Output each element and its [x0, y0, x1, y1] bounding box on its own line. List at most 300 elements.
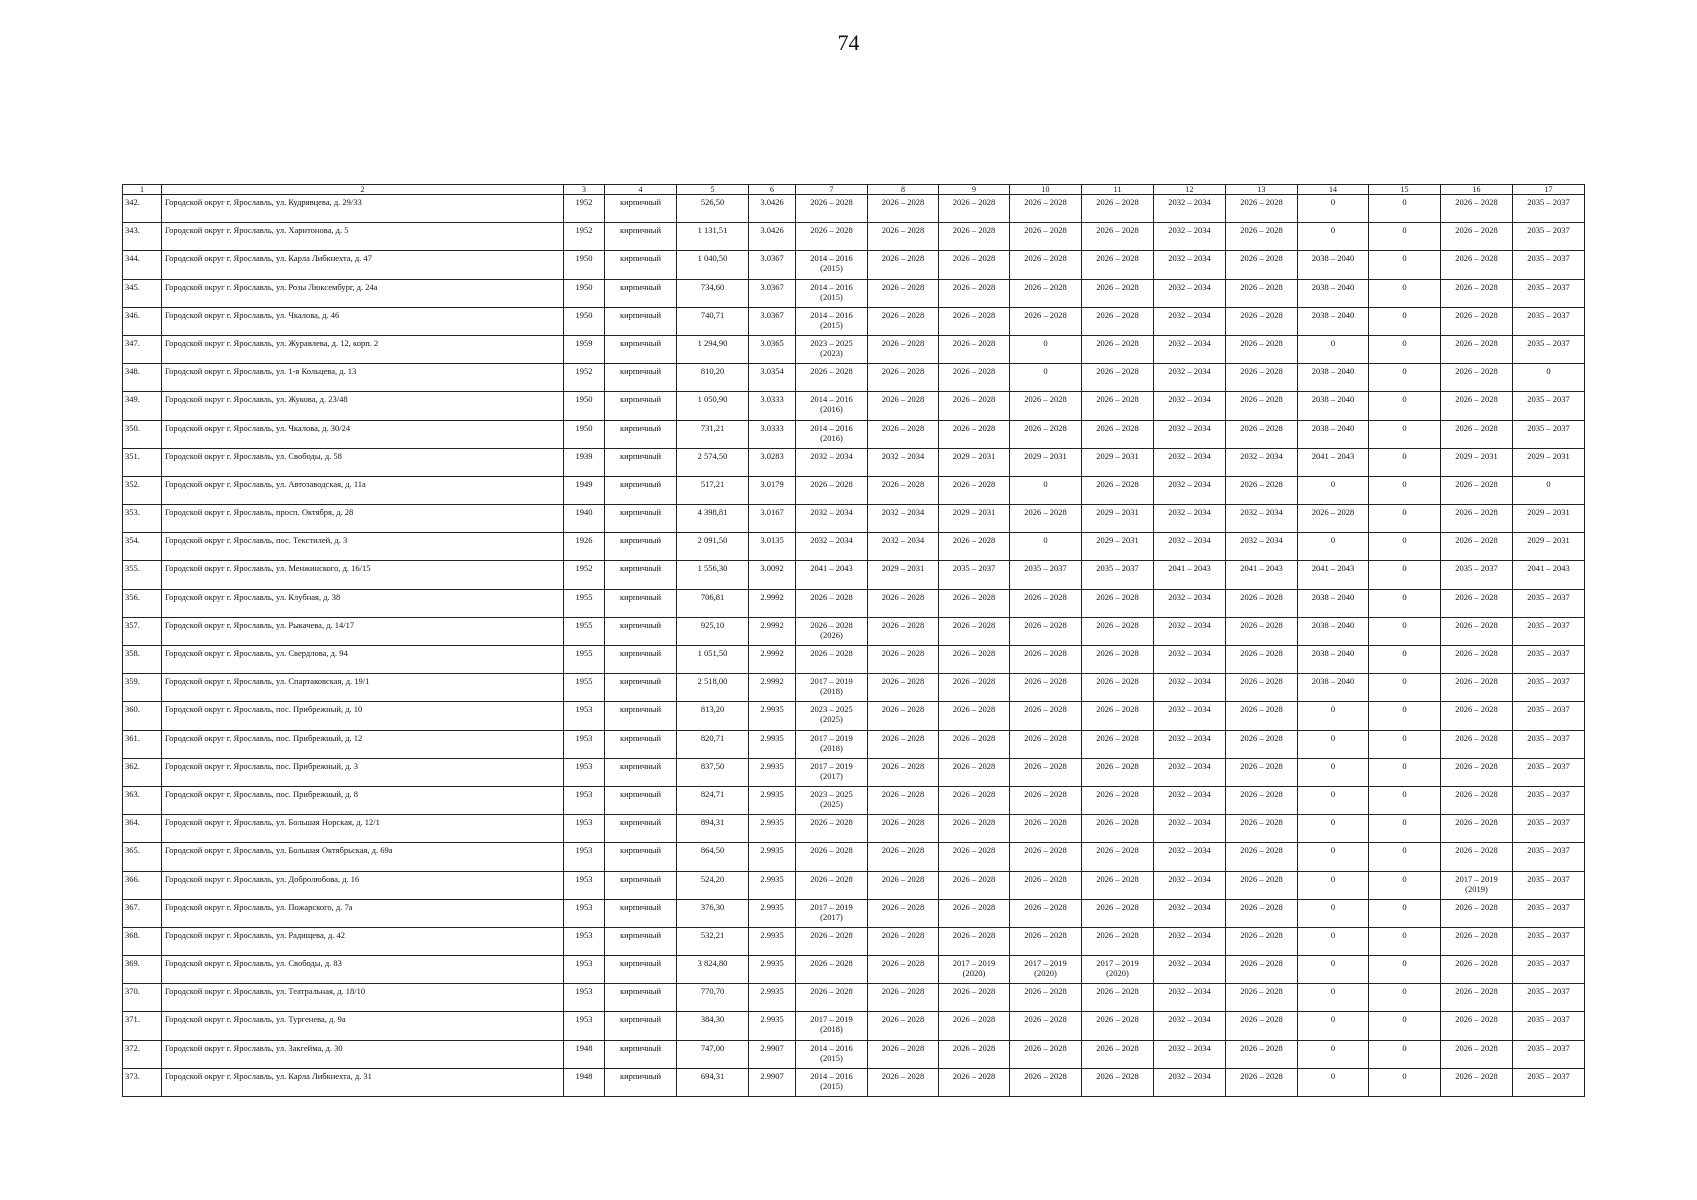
total-area-cell: 864,50	[677, 843, 749, 871]
period-col-15-cell: 0	[1369, 195, 1441, 223]
period-col-13-cell: 2026 – 2028	[1226, 730, 1298, 758]
period-col-7-cell: 2014 – 2016 (2015)	[796, 251, 868, 279]
total-area-cell: 747,00	[677, 1040, 749, 1068]
wall-material-cell: кирпичный	[605, 646, 677, 674]
table-row	[123, 505, 1585, 533]
period-col-12-cell: 2032 – 2034	[1154, 476, 1226, 504]
period-col-16-cell: 2026 – 2028	[1441, 420, 1513, 448]
period-col-11-cell: 2026 – 2028	[1082, 392, 1154, 420]
period-col-16-cell: 2026 – 2028	[1441, 505, 1513, 533]
table-row	[123, 646, 1585, 674]
period-col-11-cell: 2026 – 2028	[1082, 730, 1154, 758]
total-area-cell: 824,71	[677, 786, 749, 814]
period-col-17-cell: 2035 – 2037	[1513, 927, 1585, 955]
address-cell: Городской округ г. Ярославль, пос. Прибрежный, д. 10	[162, 702, 564, 730]
period-col-8-cell: 2026 – 2028	[868, 335, 939, 363]
total-area-cell: 694,31	[677, 1068, 749, 1096]
period-col-16-cell: 2026 – 2028	[1441, 730, 1513, 758]
wall-material-cell: кирпичный	[605, 927, 677, 955]
year-built-cell: 1948	[564, 1068, 605, 1096]
year-built-cell: 1926	[564, 533, 605, 561]
column-number-header: 14	[1298, 185, 1369, 195]
period-col-11-cell: 2026 – 2028	[1082, 1068, 1154, 1096]
total-area-cell: 734,60	[677, 279, 749, 307]
priority-score-cell: 2.9992	[749, 589, 796, 617]
address-cell: Городской округ г. Ярославль, пос. Текстилей, д. 3	[162, 533, 564, 561]
period-col-8-cell: 2026 – 2028	[868, 1068, 939, 1096]
address-cell: Городской округ г. Ярославль, ул. Кудрявцева, д. 29/33	[162, 195, 564, 223]
priority-score-cell: 3.0426	[749, 223, 796, 251]
wall-material-cell: кирпичный	[605, 617, 677, 645]
column-number-header: 16	[1441, 185, 1513, 195]
period-col-16-cell: 2026 – 2028	[1441, 617, 1513, 645]
priority-score-cell: 3.0167	[749, 505, 796, 533]
wall-material-cell: кирпичный	[605, 448, 677, 476]
period-col-8-cell: 2026 – 2028	[868, 956, 939, 984]
period-col-16-cell: 2026 – 2028	[1441, 674, 1513, 702]
period-col-16-cell: 2026 – 2028	[1441, 899, 1513, 927]
period-col-17-cell: 0	[1513, 476, 1585, 504]
column-number-header: 6	[749, 185, 796, 195]
period-col-13-cell: 2026 – 2028	[1226, 956, 1298, 984]
priority-score-cell: 3.0333	[749, 420, 796, 448]
period-col-7-cell: 2026 – 2028	[796, 223, 868, 251]
row-number-cell: 366.	[123, 871, 162, 899]
wall-material-cell: кирпичный	[605, 1012, 677, 1040]
year-built-cell: 1953	[564, 899, 605, 927]
total-area-cell: 532,21	[677, 927, 749, 955]
period-col-8-cell: 2026 – 2028	[868, 646, 939, 674]
address-cell: Городской округ г. Ярославль, пос. Прибрежный, д. 8	[162, 786, 564, 814]
period-col-8-cell: 2029 – 2031	[868, 561, 939, 589]
priority-score-cell: 3.0092	[749, 561, 796, 589]
wall-material-cell: кирпичный	[605, 364, 677, 392]
total-area-cell: 1 040,50	[677, 251, 749, 279]
period-col-9-cell: 2026 – 2028	[939, 899, 1010, 927]
row-number-cell: 356.	[123, 589, 162, 617]
period-col-12-cell: 2032 – 2034	[1154, 364, 1226, 392]
period-col-12-cell: 2032 – 2034	[1154, 505, 1226, 533]
period-col-10-cell: 2026 – 2028	[1010, 589, 1082, 617]
period-col-8-cell: 2026 – 2028	[868, 1040, 939, 1068]
priority-score-cell: 2.9907	[749, 1040, 796, 1068]
row-number-cell: 346.	[123, 307, 162, 335]
period-col-11-cell: 2026 – 2028	[1082, 420, 1154, 448]
period-col-14-cell: 2041 – 2043	[1298, 561, 1369, 589]
priority-score-cell: 2.9935	[749, 1012, 796, 1040]
table-row	[123, 730, 1585, 758]
period-col-7-cell: 2026 – 2028	[796, 195, 868, 223]
period-col-7-cell: 2026 – 2028	[796, 871, 868, 899]
period-col-9-cell: 2026 – 2028	[939, 279, 1010, 307]
period-col-17-cell: 2035 – 2037	[1513, 420, 1585, 448]
period-col-11-cell: 2026 – 2028	[1082, 786, 1154, 814]
period-col-14-cell: 2038 – 2040	[1298, 364, 1369, 392]
period-col-15-cell: 0	[1369, 815, 1441, 843]
period-col-8-cell: 2026 – 2028	[868, 1012, 939, 1040]
priority-score-cell: 2.9935	[749, 730, 796, 758]
period-col-13-cell: 2026 – 2028	[1226, 871, 1298, 899]
period-col-11-cell: 2026 – 2028	[1082, 1040, 1154, 1068]
table-row	[123, 899, 1585, 927]
total-area-cell: 925,10	[677, 617, 749, 645]
period-col-17-cell: 2035 – 2037	[1513, 786, 1585, 814]
wall-material-cell: кирпичный	[605, 730, 677, 758]
period-col-14-cell: 2038 – 2040	[1298, 307, 1369, 335]
row-number-cell: 365.	[123, 843, 162, 871]
period-col-7-cell: 2026 – 2028	[796, 984, 868, 1012]
year-built-cell: 1953	[564, 815, 605, 843]
column-number-header: 2	[162, 185, 564, 195]
period-col-8-cell: 2026 – 2028	[868, 871, 939, 899]
period-col-7-cell: 2026 – 2028 (2026)	[796, 617, 868, 645]
period-col-14-cell: 2038 – 2040	[1298, 674, 1369, 702]
address-cell: Городской округ г. Ярославль, ул. Спартаковская, д. 19/1	[162, 674, 564, 702]
table-row	[123, 195, 1585, 223]
period-col-16-cell: 2026 – 2028	[1441, 195, 1513, 223]
period-col-15-cell: 0	[1369, 335, 1441, 363]
period-col-10-cell: 2035 – 2037	[1010, 561, 1082, 589]
table-row	[123, 223, 1585, 251]
period-col-9-cell: 2026 – 2028	[939, 420, 1010, 448]
period-col-11-cell: 2026 – 2028	[1082, 674, 1154, 702]
period-col-16-cell: 2026 – 2028	[1441, 476, 1513, 504]
period-col-13-cell: 2026 – 2028	[1226, 364, 1298, 392]
period-col-16-cell: 2026 – 2028	[1441, 335, 1513, 363]
period-col-8-cell: 2026 – 2028	[868, 843, 939, 871]
period-col-17-cell: 2035 – 2037	[1513, 871, 1585, 899]
period-col-13-cell: 2026 – 2028	[1226, 646, 1298, 674]
period-col-7-cell: 2014 – 2016 (2016)	[796, 392, 868, 420]
period-col-9-cell: 2026 – 2028	[939, 1040, 1010, 1068]
period-col-17-cell: 2035 – 2037	[1513, 956, 1585, 984]
period-col-9-cell: 2026 – 2028	[939, 251, 1010, 279]
priority-score-cell: 2.9907	[749, 1068, 796, 1096]
total-area-cell: 1 050,90	[677, 392, 749, 420]
period-col-17-cell: 2035 – 2037	[1513, 730, 1585, 758]
period-col-17-cell: 2035 – 2037	[1513, 307, 1585, 335]
period-col-13-cell: 2026 – 2028	[1226, 702, 1298, 730]
period-col-7-cell: 2017 – 2019 (2018)	[796, 1012, 868, 1040]
period-col-11-cell: 2026 – 2028	[1082, 476, 1154, 504]
period-col-12-cell: 2032 – 2034	[1154, 730, 1226, 758]
period-col-10-cell: 2026 – 2028	[1010, 617, 1082, 645]
address-cell: Городской округ г. Ярославль, ул. Менжинского, д. 16/15	[162, 561, 564, 589]
period-col-11-cell: 2029 – 2031	[1082, 448, 1154, 476]
period-col-7-cell: 2023 – 2025 (2025)	[796, 786, 868, 814]
period-col-8-cell: 2026 – 2028	[868, 223, 939, 251]
period-col-12-cell: 2041 – 2043	[1154, 561, 1226, 589]
period-col-16-cell: 2026 – 2028	[1441, 1068, 1513, 1096]
period-col-14-cell: 0	[1298, 984, 1369, 1012]
row-number-cell: 348.	[123, 364, 162, 392]
table-row	[123, 476, 1585, 504]
wall-material-cell: кирпичный	[605, 758, 677, 786]
period-col-12-cell: 2032 – 2034	[1154, 956, 1226, 984]
period-col-14-cell: 0	[1298, 1012, 1369, 1040]
row-number-cell: 371.	[123, 1012, 162, 1040]
table-row	[123, 871, 1585, 899]
row-number-cell: 349.	[123, 392, 162, 420]
period-col-11-cell: 2026 – 2028	[1082, 899, 1154, 927]
period-col-9-cell: 2035 – 2037	[939, 561, 1010, 589]
period-col-16-cell: 2026 – 2028	[1441, 1040, 1513, 1068]
period-col-8-cell: 2026 – 2028	[868, 279, 939, 307]
priority-score-cell: 2.9992	[749, 646, 796, 674]
period-col-17-cell: 2035 – 2037	[1513, 335, 1585, 363]
column-number-row	[123, 185, 1585, 195]
period-col-16-cell: 2026 – 2028	[1441, 843, 1513, 871]
column-number-header: 15	[1369, 185, 1441, 195]
period-col-16-cell: 2026 – 2028	[1441, 364, 1513, 392]
period-col-9-cell: 2026 – 2028	[939, 533, 1010, 561]
period-col-11-cell: 2017 – 2019 (2020)	[1082, 956, 1154, 984]
year-built-cell: 1953	[564, 956, 605, 984]
table-row	[123, 448, 1585, 476]
row-number-cell: 344.	[123, 251, 162, 279]
period-col-10-cell: 2026 – 2028	[1010, 307, 1082, 335]
column-number-header: 3	[564, 185, 605, 195]
year-built-cell: 1953	[564, 927, 605, 955]
period-col-17-cell: 2035 – 2037	[1513, 589, 1585, 617]
period-col-17-cell: 2035 – 2037	[1513, 279, 1585, 307]
period-col-11-cell: 2026 – 2028	[1082, 279, 1154, 307]
column-number-header: 9	[939, 185, 1010, 195]
address-cell: Городской округ г. Ярославль, ул. Розы Люксембург, д. 24а	[162, 279, 564, 307]
wall-material-cell: кирпичный	[605, 674, 677, 702]
period-col-8-cell: 2026 – 2028	[868, 307, 939, 335]
table-row	[123, 307, 1585, 335]
period-col-10-cell: 2026 – 2028	[1010, 505, 1082, 533]
total-area-cell: 731,21	[677, 420, 749, 448]
table-row	[123, 420, 1585, 448]
total-area-cell: 4 398,81	[677, 505, 749, 533]
table-row	[123, 1040, 1585, 1068]
period-col-11-cell: 2026 – 2028	[1082, 646, 1154, 674]
period-col-15-cell: 0	[1369, 646, 1441, 674]
period-col-17-cell: 2035 – 2037	[1513, 758, 1585, 786]
row-number-cell: 355.	[123, 561, 162, 589]
period-col-12-cell: 2032 – 2034	[1154, 251, 1226, 279]
period-col-12-cell: 2032 – 2034	[1154, 1040, 1226, 1068]
year-built-cell: 1950	[564, 251, 605, 279]
period-col-12-cell: 2032 – 2034	[1154, 646, 1226, 674]
wall-material-cell: кирпичный	[605, 589, 677, 617]
address-cell: Городской округ г. Ярославль, ул. Автозаводская, д. 11а	[162, 476, 564, 504]
table-row	[123, 1012, 1585, 1040]
year-built-cell: 1955	[564, 646, 605, 674]
period-col-12-cell: 2032 – 2034	[1154, 1068, 1226, 1096]
period-col-17-cell: 2035 – 2037	[1513, 1040, 1585, 1068]
address-cell: Городской округ г. Ярославль, ул. Закгейма, д. 30	[162, 1040, 564, 1068]
year-built-cell: 1949	[564, 476, 605, 504]
row-number-cell: 343.	[123, 223, 162, 251]
column-number-header: 4	[605, 185, 677, 195]
period-col-13-cell: 2026 – 2028	[1226, 307, 1298, 335]
table-row	[123, 674, 1585, 702]
period-col-17-cell: 2035 – 2037	[1513, 392, 1585, 420]
period-col-7-cell: 2026 – 2028	[796, 589, 868, 617]
period-col-8-cell: 2026 – 2028	[868, 927, 939, 955]
priority-score-cell: 2.9935	[749, 843, 796, 871]
period-col-13-cell: 2032 – 2034	[1226, 505, 1298, 533]
row-number-cell: 372.	[123, 1040, 162, 1068]
period-col-15-cell: 0	[1369, 984, 1441, 1012]
period-col-9-cell: 2026 – 2028	[939, 843, 1010, 871]
period-col-11-cell: 2026 – 2028	[1082, 364, 1154, 392]
wall-material-cell: кирпичный	[605, 195, 677, 223]
period-col-7-cell: 2014 – 2016 (2015)	[796, 307, 868, 335]
year-built-cell: 1952	[564, 561, 605, 589]
period-col-17-cell: 2035 – 2037	[1513, 617, 1585, 645]
priority-score-cell: 3.0367	[749, 279, 796, 307]
period-col-9-cell: 2026 – 2028	[939, 335, 1010, 363]
priority-score-cell: 2.9935	[749, 786, 796, 814]
total-area-cell: 813,20	[677, 702, 749, 730]
table-row	[123, 617, 1585, 645]
period-col-10-cell: 2029 – 2031	[1010, 448, 1082, 476]
period-col-7-cell: 2023 – 2025 (2023)	[796, 335, 868, 363]
wall-material-cell: кирпичный	[605, 279, 677, 307]
period-col-14-cell: 0	[1298, 730, 1369, 758]
period-col-10-cell: 2026 – 2028	[1010, 730, 1082, 758]
priority-score-cell: 3.0179	[749, 476, 796, 504]
row-number-cell: 357.	[123, 617, 162, 645]
year-built-cell: 1952	[564, 195, 605, 223]
period-col-8-cell: 2026 – 2028	[868, 899, 939, 927]
period-col-13-cell: 2026 – 2028	[1226, 1068, 1298, 1096]
year-built-cell: 1939	[564, 448, 605, 476]
period-col-8-cell: 2026 – 2028	[868, 420, 939, 448]
period-col-17-cell: 2035 – 2037	[1513, 195, 1585, 223]
period-col-7-cell: 2026 – 2028	[796, 476, 868, 504]
total-area-cell: 2 091,50	[677, 533, 749, 561]
period-col-16-cell: 2026 – 2028	[1441, 702, 1513, 730]
period-col-12-cell: 2032 – 2034	[1154, 448, 1226, 476]
period-col-17-cell: 2035 – 2037	[1513, 646, 1585, 674]
column-number-header: 5	[677, 185, 749, 195]
period-col-17-cell: 2041 – 2043	[1513, 561, 1585, 589]
period-col-7-cell: 2026 – 2028	[796, 364, 868, 392]
period-col-9-cell: 2026 – 2028	[939, 589, 1010, 617]
period-col-7-cell: 2026 – 2028	[796, 927, 868, 955]
wall-material-cell: кирпичный	[605, 392, 677, 420]
period-col-7-cell: 2017 – 2019 (2017)	[796, 899, 868, 927]
priority-score-cell: 2.9935	[749, 984, 796, 1012]
period-col-12-cell: 2032 – 2034	[1154, 674, 1226, 702]
wall-material-cell: кирпичный	[605, 335, 677, 363]
period-col-11-cell: 2026 – 2028	[1082, 815, 1154, 843]
period-col-9-cell: 2026 – 2028	[939, 730, 1010, 758]
period-col-17-cell: 2035 – 2037	[1513, 815, 1585, 843]
period-col-9-cell: 2026 – 2028	[939, 364, 1010, 392]
period-col-8-cell: 2026 – 2028	[868, 702, 939, 730]
period-col-17-cell: 2035 – 2037	[1513, 984, 1585, 1012]
period-col-16-cell: 2017 – 2019 (2019)	[1441, 871, 1513, 899]
priority-score-cell: 2.9935	[749, 815, 796, 843]
period-col-14-cell: 0	[1298, 815, 1369, 843]
period-col-10-cell: 2026 – 2028	[1010, 195, 1082, 223]
period-col-11-cell: 2026 – 2028	[1082, 589, 1154, 617]
period-col-7-cell: 2014 – 2016 (2015)	[796, 1040, 868, 1068]
period-col-15-cell: 0	[1369, 674, 1441, 702]
column-number-header: 8	[868, 185, 939, 195]
period-col-9-cell: 2026 – 2028	[939, 392, 1010, 420]
period-col-9-cell: 2026 – 2028	[939, 815, 1010, 843]
period-col-10-cell: 2026 – 2028	[1010, 815, 1082, 843]
year-built-cell: 1959	[564, 335, 605, 363]
period-col-8-cell: 2026 – 2028	[868, 195, 939, 223]
period-col-11-cell: 2026 – 2028	[1082, 251, 1154, 279]
period-col-15-cell: 0	[1369, 589, 1441, 617]
priority-score-cell: 2.9992	[749, 674, 796, 702]
period-col-10-cell: 2026 – 2028	[1010, 702, 1082, 730]
period-col-16-cell: 2026 – 2028	[1441, 223, 1513, 251]
period-col-11-cell: 2026 – 2028	[1082, 758, 1154, 786]
period-col-12-cell: 2032 – 2034	[1154, 786, 1226, 814]
period-col-11-cell: 2026 – 2028	[1082, 871, 1154, 899]
period-col-12-cell: 2032 – 2034	[1154, 927, 1226, 955]
period-col-13-cell: 2026 – 2028	[1226, 392, 1298, 420]
period-col-9-cell: 2026 – 2028	[939, 758, 1010, 786]
period-col-10-cell: 2026 – 2028	[1010, 899, 1082, 927]
wall-material-cell: кирпичный	[605, 223, 677, 251]
period-col-11-cell: 2026 – 2028	[1082, 617, 1154, 645]
period-col-8-cell: 2032 – 2034	[868, 533, 939, 561]
column-number-header: 1	[123, 185, 162, 195]
row-number-cell: 369.	[123, 956, 162, 984]
period-col-15-cell: 0	[1369, 251, 1441, 279]
address-cell: Городской округ г. Ярославль, ул. Клубная, д. 38	[162, 589, 564, 617]
period-col-8-cell: 2026 – 2028	[868, 589, 939, 617]
address-cell: Городской округ г. Ярославль, ул. Свердлова, д. 94	[162, 646, 564, 674]
total-area-cell: 894,31	[677, 815, 749, 843]
wall-material-cell: кирпичный	[605, 871, 677, 899]
period-col-13-cell: 2026 – 2028	[1226, 420, 1298, 448]
table-row	[123, 815, 1585, 843]
address-cell: Городской округ г. Ярославль, ул. Добролюбова, д. 16	[162, 871, 564, 899]
period-col-8-cell: 2026 – 2028	[868, 251, 939, 279]
wall-material-cell: кирпичный	[605, 815, 677, 843]
year-built-cell: 1953	[564, 1012, 605, 1040]
period-col-14-cell: 0	[1298, 843, 1369, 871]
table-row	[123, 843, 1585, 871]
row-number-cell: 347.	[123, 335, 162, 363]
row-number-cell: 342.	[123, 195, 162, 223]
period-col-14-cell: 0	[1298, 476, 1369, 504]
address-cell: Городской округ г. Ярославль, пос. Прибрежный, д. 3	[162, 758, 564, 786]
period-col-8-cell: 2026 – 2028	[868, 786, 939, 814]
period-col-14-cell: 2038 – 2040	[1298, 617, 1369, 645]
year-built-cell: 1955	[564, 617, 605, 645]
wall-material-cell: кирпичный	[605, 1068, 677, 1096]
period-col-7-cell: 2026 – 2028	[796, 843, 868, 871]
period-col-10-cell: 2026 – 2028	[1010, 758, 1082, 786]
period-col-16-cell: 2026 – 2028	[1441, 786, 1513, 814]
period-col-12-cell: 2032 – 2034	[1154, 843, 1226, 871]
period-col-16-cell: 2026 – 2028	[1441, 589, 1513, 617]
period-col-7-cell: 2017 – 2019 (2018)	[796, 674, 868, 702]
wall-material-cell: кирпичный	[605, 843, 677, 871]
column-number-header: 13	[1226, 185, 1298, 195]
period-col-16-cell: 2026 – 2028	[1441, 251, 1513, 279]
period-col-9-cell: 2026 – 2028	[939, 223, 1010, 251]
priority-score-cell: 3.0283	[749, 448, 796, 476]
period-col-10-cell: 2026 – 2028	[1010, 392, 1082, 420]
period-col-16-cell: 2026 – 2028	[1441, 533, 1513, 561]
period-col-9-cell: 2026 – 2028	[939, 1012, 1010, 1040]
period-col-14-cell: 0	[1298, 1040, 1369, 1068]
